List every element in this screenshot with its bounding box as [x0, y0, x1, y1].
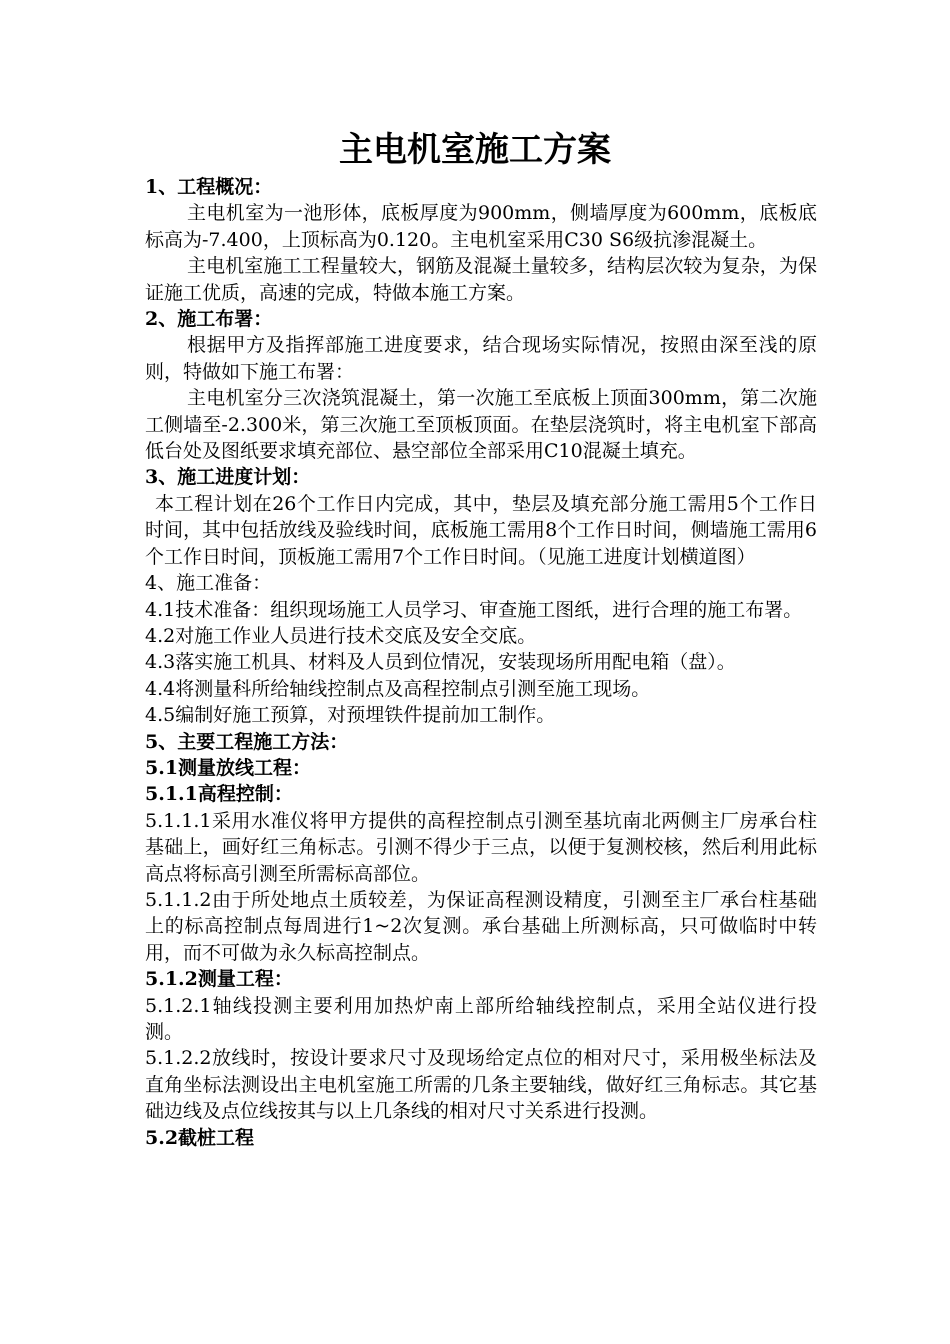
section-heading: 5.1测量放线工程： — [145, 756, 312, 779]
paragraph: 4.1技术准备：组织现场施工人员学习、审查施工图纸，进行合理的施工布署。 — [145, 598, 803, 621]
section-heading: 5.2截桩工程 — [145, 1126, 255, 1149]
paragraph: 4.3落实施工机具、材料及人员到位情况，安装现场所用配电箱（盘）。 — [145, 651, 736, 674]
page-title: 主电机室施工方案 — [339, 130, 611, 170]
section-heading: 5.1.1高程控制： — [145, 783, 293, 806]
paragraph: 5.1.2.2放线时，按设计要求尺寸及现场给定点位的相对尺寸，采用极坐标法及直角坐标法测设出主电机室施工所需的几条主要轴线，做好红三角标志。其它基础边线及点位线按其与以上几条线的相对尺寸关系进行投测。 — [145, 1047, 817, 1123]
paragraph: 5.1.1.1采用水准仪将甲方提供的高程控制点引测至基坑南北两侧主厂房承台柱基础上，画好红三角标志。引测不得少于三点，以便于复测校核，然后利用此标高点将标高引测至所需标高部位。 — [145, 809, 817, 885]
paragraph: 4.5编制好施工预算，对预埋铁件提前加工制作。 — [145, 704, 556, 727]
document-body — [145, 174, 817, 1151]
paragraph: 主电机室施工工程量较大，钢筋及混凝土量较多，结构层次较为复杂，为保证施工优质，高速的完成，特做本施工方案。 — [145, 255, 817, 304]
paragraph: 主电机室为一池形体，底板厚度为900mm，侧墙厚度为600mm，底板底标高为-7.400，上顶标高为0.120。主电机室采用C30 S6级抗渗混凝土。 — [145, 202, 817, 251]
paragraph: 5.1.2.1轴线投测主要利用加热炉南上部所给轴线控制点，采用全站仪进行投测。 — [145, 994, 817, 1043]
paragraph: 4.2对施工作业人员进行技术交底及安全交底。 — [145, 624, 537, 647]
section-heading: 5.1.2测量工程： — [145, 968, 293, 991]
paragraph: 根据甲方及指挥部施工进度要求，结合现场实际情况，按照由深至浅的原则，特做如下施工布署： — [145, 334, 817, 383]
paragraph: 本工程计划在26个工作日内完成，其中，垫层及填充部分施工需用5个工作日时间，其中包括放线及验线时间，底板施工需用8个工作日时间，侧墙施工需用6个工作日时间，顶板施工需用7个工作日时间。（见施工进度计划横道图） — [145, 492, 817, 568]
section-heading: 5、主要工程施工方法： — [145, 730, 349, 753]
paragraph: 4.4将测量科所给轴线控制点及高程控制点引测至施工现场。 — [145, 677, 651, 700]
paragraph: 主电机室分三次浇筑混凝土，第一次施工至底板上顶面300mm，第二次施工侧墙至-2.300米，第三次施工至顶板顶面。在垫层浇筑时，将主电机室下部高低台处及图纸要求填充部位、悬空部位全部采用C10混凝土填充。 — [145, 387, 817, 463]
section-heading: 3、施工进度计划： — [145, 466, 311, 489]
paragraph: 5.1.1.2由于所处地点土质较差，为保证高程测设精度，引测至主厂承台柱基础上的标高控制点每周进行1~2次复测。承台基础上所测标高，只可做临时中转用，而不可做为永久标高控制点。 — [145, 888, 817, 964]
section-heading: 2、施工布署： — [145, 308, 273, 331]
paragraph: 4、施工准备： — [145, 572, 272, 595]
section-heading: 1、工程概况： — [145, 176, 273, 198]
